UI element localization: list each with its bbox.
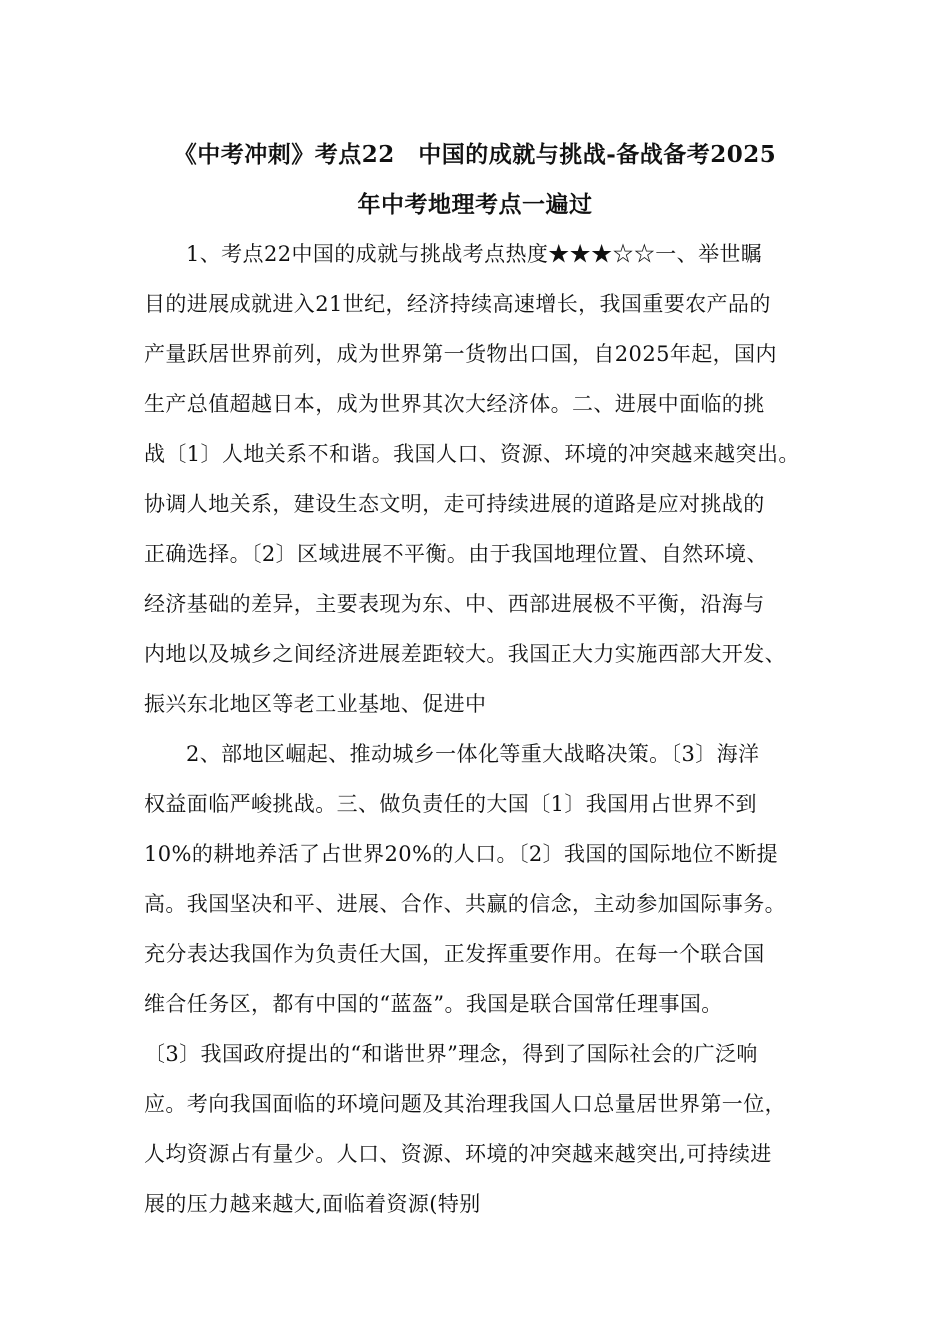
paragraph-line: 目的进展成就进入21世纪，经济持续高速增长，我国重要农产品的: [144, 292, 771, 316]
paragraph-line: 正确选择。〔2〕区域进展不平衡。由于我国地理位置、自然环境、: [144, 542, 768, 566]
paragraph-line: 〔3〕我国政府提出的“和谐世界”理念，得到了国际社会的广泛响: [144, 1042, 758, 1066]
paragraph-line: 经济基础的差异，主要表现为东、中、西部进展极不平衡，沿海与: [144, 592, 765, 616]
paragraph-line: 高。我国坚决和平、进展、合作、共赢的信念，主动参加国际事务。: [144, 892, 786, 916]
paragraph-line: 人均资源占有量少。人口、资源、环境的冲突越来越突出,可持续进: [144, 1142, 772, 1166]
paragraph-line: 展的压力越来越大,面临着资源(特别: [144, 1192, 481, 1216]
paragraph-line: 充分表达我国作为负责任大国，正发挥重要作用。在每一个联合国: [144, 942, 765, 966]
paragraph-line: 权益面临严峻挑战。三、做负责任的大国〔1〕我国用占世界不到: [144, 792, 757, 816]
paragraph-line: 2、部地区崛起、推动城乡一体化等重大战略决策。〔3〕海洋: [186, 742, 760, 766]
paragraph-line: 产量跃居世界前列，成为世界第一货物出口国，自2025年起，国内: [144, 342, 777, 366]
paragraph-line: 振兴东北地区等老工业基地、促进中: [144, 692, 487, 716]
paragraph-line: 战〔1〕人地关系不和谐。我国人口、资源、环境的冲突越来越突出。: [144, 442, 800, 466]
paragraph-line: 生产总值超越日本，成为世界其次大经济体。二、进展中面临的挑: [144, 392, 765, 416]
paragraph-line: 应。考向我国面临的环境问题及其治理我国人口总量居世界第一位，: [144, 1092, 786, 1116]
document-title-line-2: 年中考地理考点一遍过: [357, 191, 593, 218]
paragraph-line: 10%的耕地养活了占世界20%的人口。〔2〕我国的国际地位不断提: [144, 842, 779, 866]
paragraph-line: 协调人地关系，建设生态文明，走可持续进展的道路是应对挑战的: [144, 492, 765, 516]
paragraph-line: 1、考点22中国的成就与挑战考点热度★★★☆☆一、举世瞩: [186, 242, 763, 266]
document-title-line-1: 《中考冲刺》考点22 中国的成就与挑战-备战备考2025: [173, 141, 777, 168]
paragraph-line: 内地以及城乡之间经济进展差距较大。我国正大力实施西部大开发、: [144, 642, 786, 666]
paragraph-line: 维合任务区，都有中国的“蓝盔”。我国是联合国常任理事国。: [144, 992, 723, 1016]
